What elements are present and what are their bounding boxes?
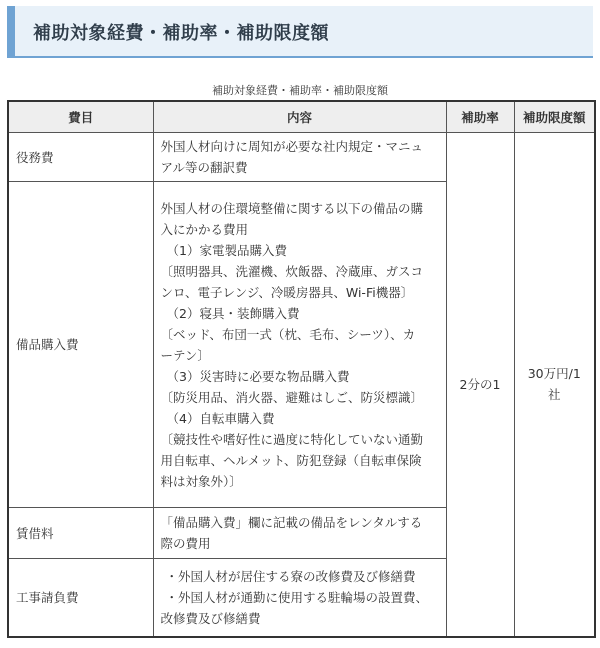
expense-name: 備品購入費 (8, 182, 153, 508)
content-line: 料は対象外）〕 (160, 473, 242, 489)
content-line: アル等の翻訳費 (160, 160, 248, 175)
subsidy-limit-cell: 30万円/1社 (514, 133, 595, 637)
content-line: 〔防災用品、消火器、避難はしご、防災標識〕 (160, 389, 424, 405)
expense-content (153, 133, 446, 182)
header-content: 内容 (153, 101, 446, 133)
content-line: 際の費用 (160, 536, 211, 551)
expense-content (153, 182, 446, 508)
section-heading-title: 補助対象経費・補助率・補助限度額 (33, 23, 329, 44)
content-line: 入にかかる費用 (160, 221, 249, 237)
content-line: 「備品購入費」欄に記載の備品をレンタルする (160, 515, 423, 530)
content-line: 〔照明器具、洗濯機、炊飯器、冷蔵庫、ガスコ (160, 263, 424, 279)
header-row (8, 101, 595, 133)
subsidy-rate-cell: 2分の1 (446, 133, 514, 637)
content-line: （4）自転車購入費 (166, 410, 275, 426)
expense-content (153, 559, 446, 637)
header-subsidy-limit: 補助限度額 (514, 101, 595, 133)
expense-name: 役務費 (8, 133, 153, 182)
expense-name: 工事請負費 (8, 559, 153, 637)
content-line: 外国人材の住環境整備に関する以下の備品の購 (160, 200, 424, 216)
content-line: ・外国人材が通勤に使用する駐輪場の設置費、 (165, 589, 429, 605)
content-line: ーテン〕 (160, 347, 210, 363)
content-line: （2）寝具・装飾購入費 (166, 305, 300, 321)
content-line: （3）災害時に必要な物品購入費 (166, 368, 350, 384)
table-row (8, 133, 595, 182)
content-line: ンロ、電子レンジ、冷暖房器具、Wi-Fi機器〕 (160, 284, 414, 300)
header-subsidy-rate: 補助率 (446, 101, 514, 133)
content-line: ・外国人材が居住する寮の改修費及び修繕費 (165, 568, 416, 584)
content-line: 用自転車、ヘルメット、防犯登録（自転車保険 (160, 452, 422, 468)
content-line: 外国人材向けに周知が必要な社内規定・マニュ (160, 139, 424, 154)
expense-content (153, 508, 446, 559)
content-line: （1）家電製品購入費 (166, 242, 287, 258)
content-line: 〔ベッド、布団一式（枕、毛布、シーツ）、カ (160, 326, 416, 342)
expense-name: 賃借料 (8, 508, 153, 559)
table-caption: 補助対象経費・補助率・補助限度額 (212, 84, 388, 97)
section-heading (7, 6, 593, 58)
subsidy-table (7, 100, 596, 638)
content-line: 〔競技性や嗜好性に過度に特化していない通勤 (160, 431, 424, 447)
content-line: 改修費及び修繕費 (160, 610, 261, 626)
header-expense-item: 費目 (8, 101, 153, 133)
